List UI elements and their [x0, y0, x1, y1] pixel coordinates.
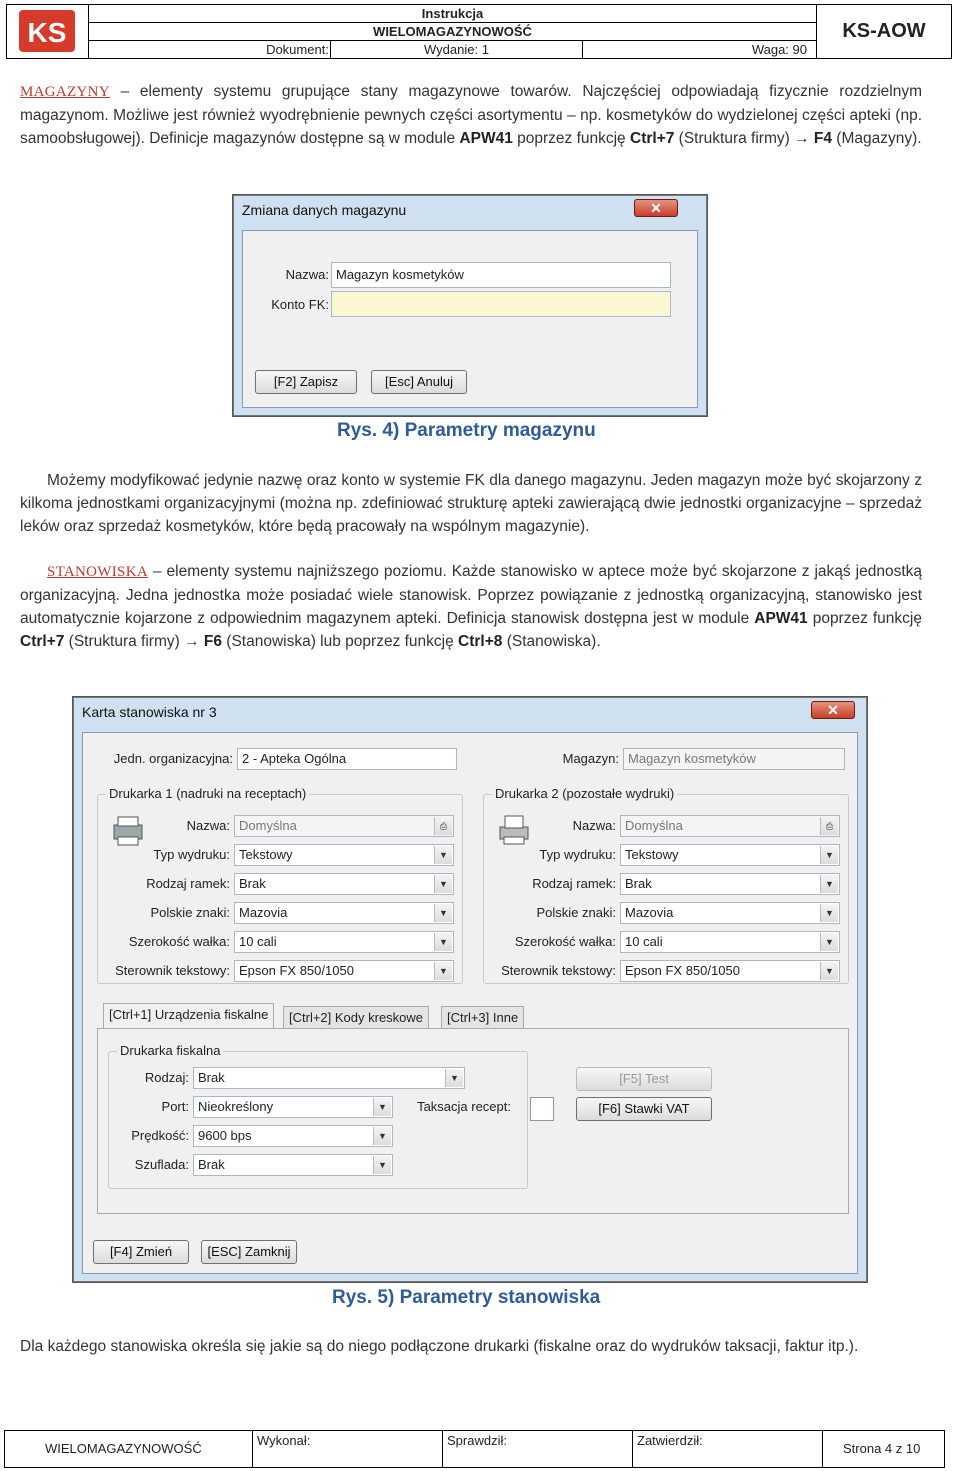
- dialog-workstation-card: [73, 697, 867, 1282]
- vat-rates-button[interactable]: [F6] Stawki VAT: [576, 1097, 712, 1121]
- bold-text: F6: [203, 633, 222, 650]
- printer2-row-field[interactable]: [620, 960, 840, 982]
- printer2-row-value: Domyślna: [625, 818, 683, 833]
- printer2-row-field[interactable]: [620, 844, 840, 866]
- printer2-row-label: Typ wydruku:: [539, 847, 616, 862]
- chevron-down-icon[interactable]: ▼: [820, 962, 838, 980]
- port-select[interactable]: [193, 1096, 393, 1118]
- paragraph-stanowiska: [20, 560, 922, 653]
- printer2-row-label: Sterownik tekstowy:: [501, 963, 616, 978]
- nazwa-input[interactable]: Magazyn kosmetyków: [331, 262, 671, 288]
- printer2-row-label: Rodzaj ramek:: [532, 876, 616, 891]
- wydanie-label: Wydanie: 1: [331, 41, 583, 58]
- printer2-row-value: Brak: [625, 876, 652, 891]
- printer1-row-value: Brak: [239, 876, 266, 891]
- printer1-row-field[interactable]: [234, 902, 454, 924]
- cancel-button[interactable]: [Esc] Anuluj: [371, 370, 467, 394]
- port-value: Nieokreślony: [198, 1099, 274, 1114]
- printer2-row-field[interactable]: [620, 931, 840, 953]
- printer2-row-label: Szerokość wałka:: [514, 934, 616, 949]
- save-button[interactable]: [F2] Zapisz: [255, 370, 357, 394]
- printer2-row-value: Tekstowy: [625, 847, 679, 862]
- printer1-row-label: Nazwa:: [186, 818, 230, 833]
- figure-caption-5: Rys. 5) Parametry stanowiska: [332, 1287, 601, 1308]
- paragraph-magazyny: [20, 80, 922, 150]
- magazyn-field: Magazyn kosmetyków: [623, 748, 845, 770]
- dialog-title: Zmiana danych magazynu: [242, 202, 407, 218]
- waga-label: Waga: 90: [751, 42, 807, 57]
- svg-text:KS: KS: [27, 17, 67, 48]
- page-footer: [4, 1430, 945, 1468]
- printer2-row-field[interactable]: [620, 815, 840, 837]
- printer-select-icon[interactable]: ⎙: [820, 817, 838, 835]
- predkosc-label: Prędkość:: [131, 1128, 189, 1143]
- printer2-row-value: Mazovia: [625, 905, 674, 920]
- text: poprzez funkcję: [807, 610, 922, 627]
- text: (Struktura firmy) →: [64, 633, 204, 650]
- figure-caption-4: Rys. 4) Parametry magazynu: [337, 420, 596, 441]
- predkosc-value: 9600 bps: [198, 1128, 252, 1143]
- header-center: [89, 5, 817, 58]
- footer-page-number: Strona 4 z 10: [843, 1441, 921, 1456]
- change-button[interactable]: [F4] Zmień: [93, 1240, 189, 1264]
- printer2-row-value: 10 cali: [625, 934, 663, 949]
- dialog-warehouse-edit: [233, 195, 707, 416]
- printer1-row-label: Polskie znaki:: [150, 905, 230, 920]
- chevron-down-icon[interactable]: ▼: [820, 875, 838, 893]
- printer1-row-field[interactable]: [234, 844, 454, 866]
- predkosc-select[interactable]: [193, 1125, 393, 1147]
- printer1-row-label: Rodzaj ramek:: [146, 876, 230, 891]
- printer1-row-field[interactable]: [234, 815, 454, 837]
- printer2-row-label: Polskie znaki:: [536, 905, 616, 920]
- printer2-row-label: Nazwa:: [572, 818, 616, 833]
- close-button[interactable]: [ESC] Zamknij: [201, 1240, 297, 1264]
- nazwa-label: Nazwa:: [285, 267, 329, 282]
- tab-barcodes[interactable]: [Ctrl+2] Kody kreskowe: [283, 1006, 429, 1028]
- taksacja-label: Taksacja recept:: [417, 1099, 511, 1114]
- text: (Struktura firmy) →: [674, 130, 814, 147]
- chevron-down-icon[interactable]: ▼: [434, 904, 452, 922]
- printer1-row-value: Domyślna: [239, 818, 297, 833]
- keyword-stanowiska: STANOWISKA: [47, 564, 148, 580]
- doc-code: KS-AOW: [842, 20, 926, 42]
- keyword-magazyny: MAGAZYNY: [20, 84, 110, 100]
- printer-select-icon[interactable]: ⎙: [434, 817, 452, 835]
- printer1-row-field[interactable]: [234, 873, 454, 895]
- chevron-down-icon[interactable]: ▼: [373, 1156, 391, 1174]
- rodzaj-value: Brak: [198, 1070, 225, 1085]
- konto-fk-input[interactable]: [331, 291, 671, 317]
- port-label: Port:: [161, 1099, 189, 1114]
- text: poprzez funkcję: [512, 130, 630, 147]
- chevron-down-icon[interactable]: ▼: [434, 875, 452, 893]
- footer-wykonal: Wykonał:: [253, 1431, 443, 1467]
- paragraph-printers: Dla każdego stanowiska określa się jakie są do niego podłączone drukarki (fiskalne oraz do wydruków taksacji, faktur itp.).: [20, 1338, 859, 1355]
- magazyn-label: Magazyn:: [562, 751, 619, 766]
- footer-doc-name: WIELOMAGAZYNOWOŚĆ: [5, 1431, 253, 1467]
- szuflada-value: Brak: [198, 1157, 225, 1172]
- text: (Stanowiska).: [502, 633, 601, 650]
- tab-fiscal[interactable]: [Ctrl+1] Urządzenia fiskalne: [103, 1003, 274, 1028]
- printer2-row-value: Epson FX 850/1050: [625, 963, 740, 978]
- printer1-title: Drukarka 1 (nadruki na receptach): [106, 786, 309, 801]
- test-button[interactable]: [F5] Test: [576, 1067, 712, 1091]
- jedn-org-field[interactable]: 2 - Apteka Ogólna: [237, 748, 457, 770]
- bold-text: Ctrl+8: [458, 633, 503, 650]
- doc-name: WIELOMAGAZYNOWOŚĆ: [89, 23, 816, 41]
- chevron-down-icon[interactable]: ▼: [820, 904, 838, 922]
- text: – elementy systemu grupujące stany magazynowe towarów. Najczęściej odpowiadają fizycznie rozdzielnym magazynom. Możliwe jest również wyodrębnienie pewnych części asortymentu – np. kosmetyków do wydzielonej części apteki (np. samoobsługowej). Definicje magazynów dostępne są w module: [20, 83, 922, 147]
- chevron-down-icon[interactable]: ▼: [434, 846, 452, 864]
- printer1-row-value: Mazovia: [239, 905, 288, 920]
- tab-other[interactable]: [Ctrl+3] Inne: [441, 1006, 524, 1028]
- dialog-title: Karta stanowiska nr 3: [82, 704, 217, 720]
- rodzaj-label: Rodzaj:: [144, 1070, 189, 1085]
- dialog-body: [242, 230, 698, 408]
- rodzaj-select[interactable]: [193, 1067, 465, 1089]
- paragraph-modification: Możemy modyfikować jedynie nazwę oraz konto w systemie FK dla danego magazynu. Jeden magazyn może być skojarzony z kilkoma jednostkami organizacyjnymi (można np. zdefiniować strukturę apteki zawierającą dwie jednostki organizacyjne – sprzedaż leków oraz sprzedaż kosmetyków, które będą pracowały na wspólnym magazynie).: [20, 472, 922, 535]
- doc-meta-row: [89, 41, 816, 58]
- printer1-row-value: Epson FX 850/1050: [239, 963, 354, 978]
- bold-text: Ctrl+7: [20, 633, 65, 650]
- printer2-title: Drukarka 2 (pozostałe wydruki): [492, 786, 677, 801]
- bold-text: APW41: [459, 130, 513, 147]
- bold-text: Ctrl+7: [630, 130, 675, 147]
- printer1-row-field[interactable]: [234, 931, 454, 953]
- printer1-row-label: Sterownik tekstowy:: [115, 963, 230, 978]
- printer2-row-field[interactable]: [620, 873, 840, 895]
- close-icon[interactable]: ✕: [811, 701, 855, 719]
- printer1-row-label: Typ wydruku:: [153, 847, 230, 862]
- chevron-down-icon[interactable]: ▼: [445, 1069, 463, 1087]
- page-header: [6, 4, 952, 59]
- jedn-org-label: Jedn. organizacyjna:: [113, 751, 233, 766]
- szuflada-select[interactable]: [193, 1154, 393, 1176]
- footer-sprawdzil: Sprawdził:: [443, 1431, 633, 1467]
- doc-type: Instrukcja: [89, 5, 816, 23]
- bold-text: F4: [813, 130, 832, 147]
- text: – elementy systemu najniższego poziomu. Każde stanowisko w aptece może być skojarzone z jakąś jednostką organizacyjną. Jedna jednostka może posiadać wiele stanowisk. Poprzez powiązanie z jednostką organizacyjną, stanowisko jest automatycznie kojarzone z odpowiednim magazynem apteki. Definicja stanowisk dostępna jest w module: [20, 563, 922, 627]
- tab-panel: [97, 1028, 849, 1214]
- chevron-down-icon[interactable]: ▼: [434, 933, 452, 951]
- printer1-row-value: 10 cali: [239, 934, 277, 949]
- footer-zatwierdzil: Zatwierdził:: [633, 1431, 823, 1467]
- text: (Stanowiska) lub poprzez funkcję: [221, 633, 459, 650]
- printer1-group: [97, 786, 463, 984]
- text: (Magazyny).: [831, 130, 922, 147]
- company-logo: [7, 5, 89, 58]
- printer2-group: [483, 786, 849, 984]
- ks-logo-icon: [7, 5, 89, 58]
- printer1-row-label: Szerokość wałka:: [128, 934, 230, 949]
- chevron-down-icon[interactable]: ▼: [820, 846, 838, 864]
- taksacja-checkbox[interactable]: [530, 1097, 554, 1121]
- bold-text: APW41: [754, 610, 808, 627]
- chevron-down-icon[interactable]: ▼: [373, 1098, 391, 1116]
- konto-fk-label: Konto FK:: [271, 297, 329, 312]
- printer2-row-field[interactable]: [620, 902, 840, 924]
- chevron-down-icon[interactable]: ▼: [373, 1127, 391, 1145]
- printer1-row-value: Tekstowy: [239, 847, 293, 862]
- fiscal-title: Drukarka fiskalna: [117, 1043, 223, 1058]
- close-icon[interactable]: ✕: [634, 199, 678, 217]
- chevron-down-icon[interactable]: ▼: [820, 933, 838, 951]
- chevron-down-icon[interactable]: ▼: [434, 962, 452, 980]
- dokument-label: Dokument:: [89, 41, 331, 58]
- szuflada-label: Szuflada:: [134, 1157, 189, 1172]
- dialog-body: [82, 732, 858, 1274]
- printer1-row-field[interactable]: [234, 960, 454, 982]
- fiscal-printer-group: [108, 1043, 528, 1189]
